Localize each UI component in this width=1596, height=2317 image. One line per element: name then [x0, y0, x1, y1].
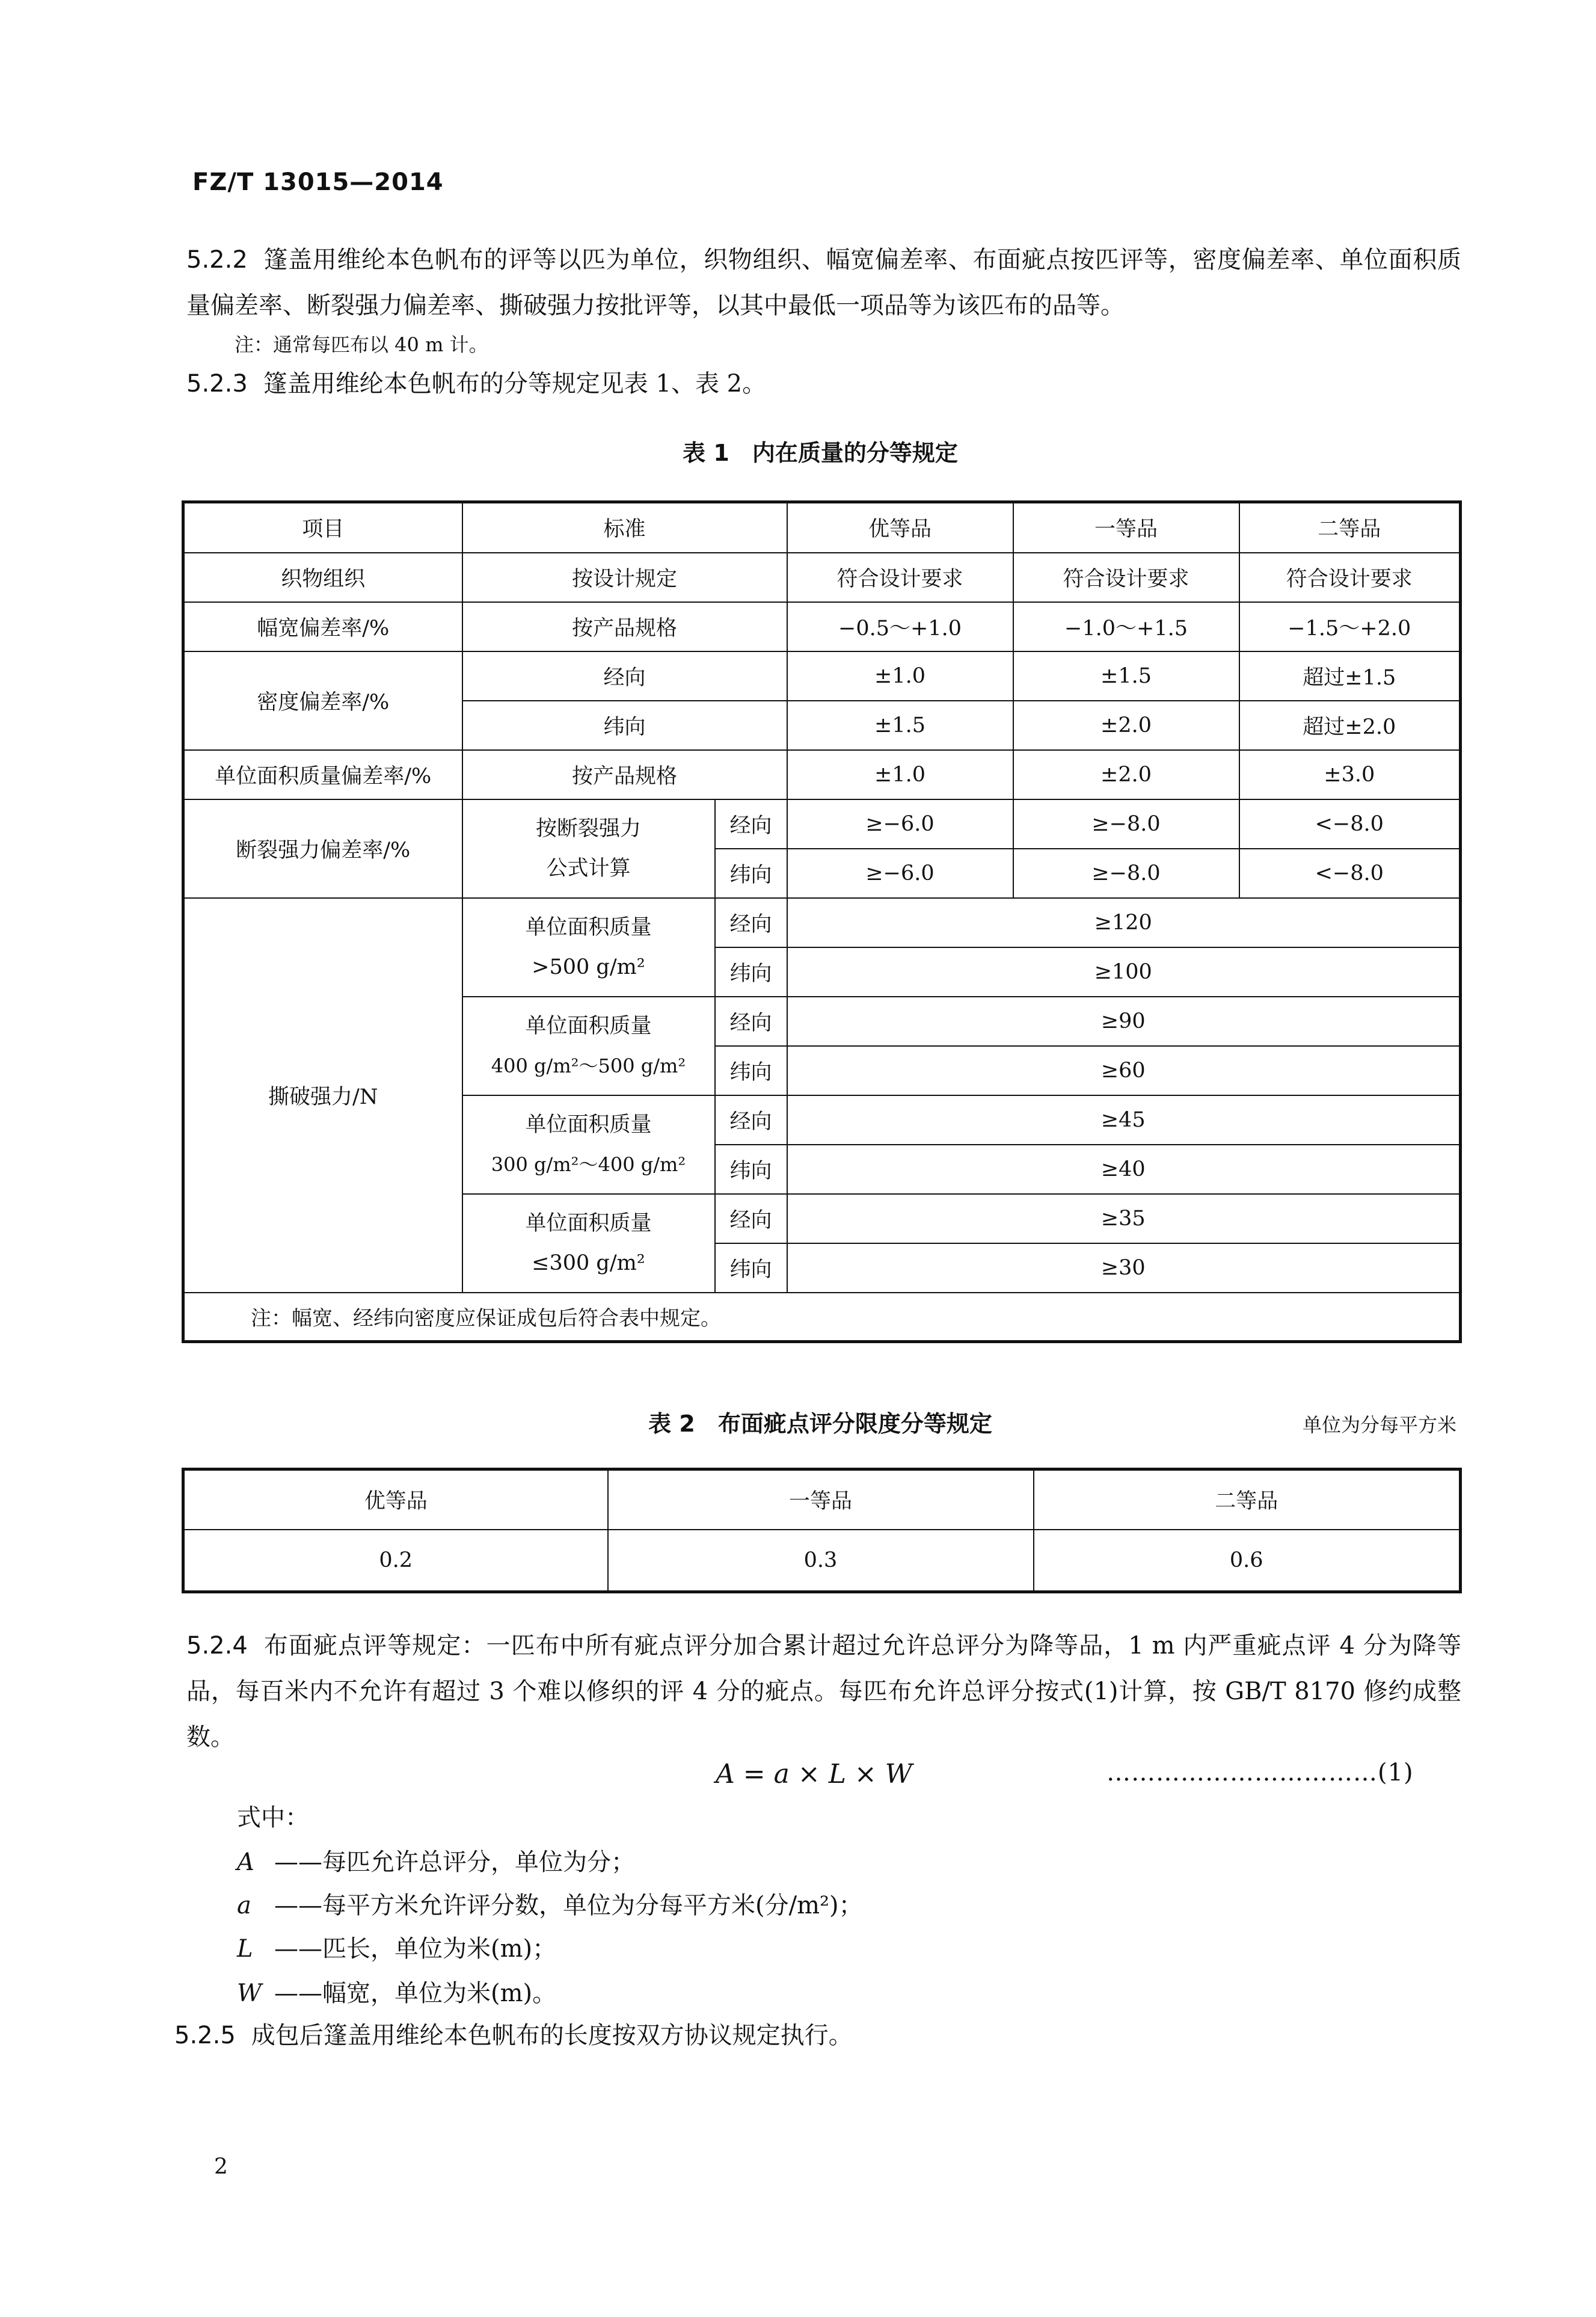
direction-cell: 经向 — [715, 997, 787, 1046]
value-cell: ≥−6.0 — [787, 849, 1013, 898]
clause-5-2-3 — [186, 361, 1461, 407]
table-header-row — [183, 1469, 1461, 1530]
table1-caption: 表 1 内在质量的分等规定 — [683, 440, 958, 466]
table-header-row — [183, 502, 1461, 553]
standard-cell: 按产品规格 — [462, 750, 787, 799]
standard-cell — [462, 799, 715, 898]
standard-line: 单位面积质量 — [525, 915, 652, 940]
table-row — [183, 1530, 1461, 1592]
value-cell: ±1.0 — [787, 651, 1013, 701]
value-cell: 符合设计要求 — [1013, 553, 1239, 602]
value-cell: ±3.0 — [1239, 750, 1461, 799]
where-label: 式中： — [237, 1804, 309, 1832]
value-cell: ≥−6.0 — [787, 799, 1013, 849]
value-cell: ≥30 — [787, 1243, 1461, 1293]
value-cell: ±1.0 — [787, 750, 1013, 799]
direction-cell: 纬向 — [715, 1145, 787, 1194]
value-cell: ≥40 — [787, 1145, 1461, 1194]
standard-line: 单位面积质量 — [525, 1014, 652, 1038]
symbol: a — [237, 1892, 251, 1919]
item-cell: 幅宽偏差率/% — [183, 602, 462, 651]
value-cell: ≥35 — [787, 1194, 1461, 1243]
definition-W — [237, 1974, 556, 2008]
value-cell: ±1.5 — [787, 701, 1013, 750]
value-cell: −1.5～+2.0 — [1239, 602, 1461, 651]
standard-line: 单位面积质量 — [525, 1211, 652, 1235]
header-standard: 标准 — [462, 502, 787, 553]
standard-cell: 按设计规定 — [462, 553, 787, 602]
value-cell: ≥60 — [787, 1046, 1461, 1095]
value-cell: −1.0～+1.5 — [1013, 602, 1239, 651]
clause-number: 5.2.5 — [174, 2022, 236, 2049]
value-cell: ≥45 — [787, 1095, 1461, 1145]
table-note-row — [183, 1293, 1461, 1342]
definition-text: ——幅宽，单位为米(m)。 — [274, 1980, 557, 2007]
item-cell: 断裂强力偏差率/% — [183, 799, 462, 898]
direction-cell: 纬向 — [715, 1243, 787, 1293]
header-item: 项目 — [183, 502, 462, 553]
definition-a — [237, 1886, 863, 1921]
table1-quality-grading — [182, 500, 1462, 1343]
header-grade-excellent: 优等品 — [787, 502, 1013, 553]
standard-cell: 经向 — [462, 651, 787, 701]
value-cell: <−8.0 — [1239, 799, 1461, 849]
clause-5-2-5 — [174, 2013, 1449, 2058]
standard-cell: 按产品规格 — [462, 602, 787, 651]
table2-unit: 单位为分每平方米 — [1302, 1414, 1456, 1436]
direction-cell: 经向 — [715, 1194, 787, 1243]
definition-text: ——每平方米允许评分数，单位为分每平方米(分/m²)； — [274, 1892, 863, 1919]
value-cell: 0.6 — [1034, 1530, 1461, 1592]
value-cell: ≥−8.0 — [1013, 849, 1239, 898]
value-cell: −0.5～+1.0 — [787, 602, 1013, 651]
direction-cell: 纬向 — [715, 1046, 787, 1095]
value-cell: 超过±1.5 — [1239, 651, 1461, 701]
header-grade-first: 一等品 — [1013, 502, 1239, 553]
definition-text: ——每匹允许总评分，单位为分； — [274, 1848, 635, 1876]
direction-cell: 经向 — [715, 1095, 787, 1145]
value-cell: ≥120 — [787, 898, 1461, 947]
clause-number: 5.2.4 — [186, 1632, 248, 1660]
value-cell: 超过±2.0 — [1239, 701, 1461, 750]
header-grade-second: 二等品 — [1239, 502, 1461, 553]
direction-cell: 经向 — [715, 898, 787, 947]
value-cell: ±2.0 — [1013, 701, 1239, 750]
value-cell: ≥−8.0 — [1013, 799, 1239, 849]
symbol: W — [237, 1980, 262, 2007]
standard-cell — [462, 898, 715, 997]
clause-text: 布面疵点评等规定：一匹布中所有疵点评分加合累计超过允许总评分为降等品，1 m 内严重疵点评 4 分为降等品，每百米内不允许有超过 3 个难以修织的评 4 分的疵点。每匹布允许总评分按式(1)计算，按 GB/T 8170 修约成整数。 — [186, 1632, 1461, 1751]
item-cell: 密度偏差率/% — [183, 651, 462, 750]
value-cell: ±1.5 — [1013, 651, 1239, 701]
item-cell: 织物组织 — [183, 553, 462, 602]
table-row — [183, 750, 1461, 799]
value-cell: ≥90 — [787, 997, 1461, 1046]
header-grade-first: 一等品 — [608, 1469, 1034, 1530]
value-cell: <−8.0 — [1239, 849, 1461, 898]
page-number: 2 — [214, 2155, 228, 2179]
table-row — [183, 651, 1461, 701]
table-row — [183, 602, 1461, 651]
symbol: A — [237, 1848, 254, 1876]
standard-cell — [462, 1095, 715, 1194]
clause-text: 篷盖用维纶本色帆布的评等以匹为单位，织物组织、幅宽偏差率、布面疵点按匹评等，密度偏差率、单位面积质量偏差率、断裂强力偏差率、撕破强力按批评等，以其中最低一项品等为该匹布的品等。 — [186, 246, 1461, 319]
standard-line: 300 g/m²～400 g/m² — [491, 1152, 686, 1176]
clause-5-2-4 — [186, 1623, 1461, 1760]
table-row — [183, 799, 1461, 849]
table2-caption: 表 2 布面疵点评分限度分等规定 — [648, 1411, 992, 1437]
table1-note: 注：幅宽、经纬向密度应保证成包后符合表中规定。 — [183, 1293, 1461, 1342]
table2-defect-grading — [182, 1468, 1462, 1593]
definition-text: ——匹长，单位为米(m)； — [274, 1935, 557, 1963]
direction-cell: 经向 — [715, 799, 787, 849]
note-5-2-2: 注：通常每匹布以 40 m 计。 — [235, 333, 488, 356]
value-cell: ±2.0 — [1013, 750, 1239, 799]
standard-line: 公式计算 — [546, 856, 631, 881]
clause-number: 5.2.3 — [186, 370, 248, 398]
item-cell: 撕破强力/N — [183, 898, 462, 1293]
item-cell: 单位面积质量偏差率/% — [183, 750, 462, 799]
value-cell: 0.3 — [608, 1530, 1034, 1592]
formula-expression: A = a × L × W — [716, 1759, 912, 1789]
value-cell: 符合设计要求 — [1239, 553, 1461, 602]
clause-text: 成包后篷盖用维纶本色帆布的长度按双方协议规定执行。 — [251, 2022, 853, 2049]
value-cell: 符合设计要求 — [787, 553, 1013, 602]
table-row — [183, 898, 1461, 947]
direction-cell: 纬向 — [715, 849, 787, 898]
table-row — [183, 553, 1461, 602]
formula-number: ……………………………(1) — [1106, 1759, 1414, 1786]
value-cell: 0.2 — [183, 1530, 608, 1592]
definition-A — [237, 1843, 635, 1877]
document-code: FZ/T 13015—2014 — [192, 168, 444, 196]
definition-L — [237, 1930, 556, 1964]
value-cell: ≥100 — [787, 947, 1461, 997]
header-grade-excellent: 优等品 — [183, 1469, 608, 1530]
standard-line: 单位面积质量 — [525, 1112, 652, 1137]
standard-cell — [462, 1194, 715, 1293]
clause-5-2-2 — [186, 237, 1461, 328]
standard-cell — [462, 997, 715, 1095]
header-grade-second: 二等品 — [1034, 1469, 1461, 1530]
standard-line: 按断裂强力 — [535, 816, 641, 841]
clause-number: 5.2.2 — [186, 246, 248, 274]
standard-line: 400 g/m²～500 g/m² — [491, 1054, 686, 1077]
symbol: L — [237, 1935, 253, 1963]
clause-text: 篷盖用维纶本色帆布的分等规定见表 1、表 2。 — [263, 370, 767, 398]
standard-line: >500 g/m² — [532, 955, 645, 979]
standard-line: ≤300 g/m² — [532, 1251, 645, 1275]
standard-cell: 纬向 — [462, 701, 787, 750]
direction-cell: 纬向 — [715, 947, 787, 997]
